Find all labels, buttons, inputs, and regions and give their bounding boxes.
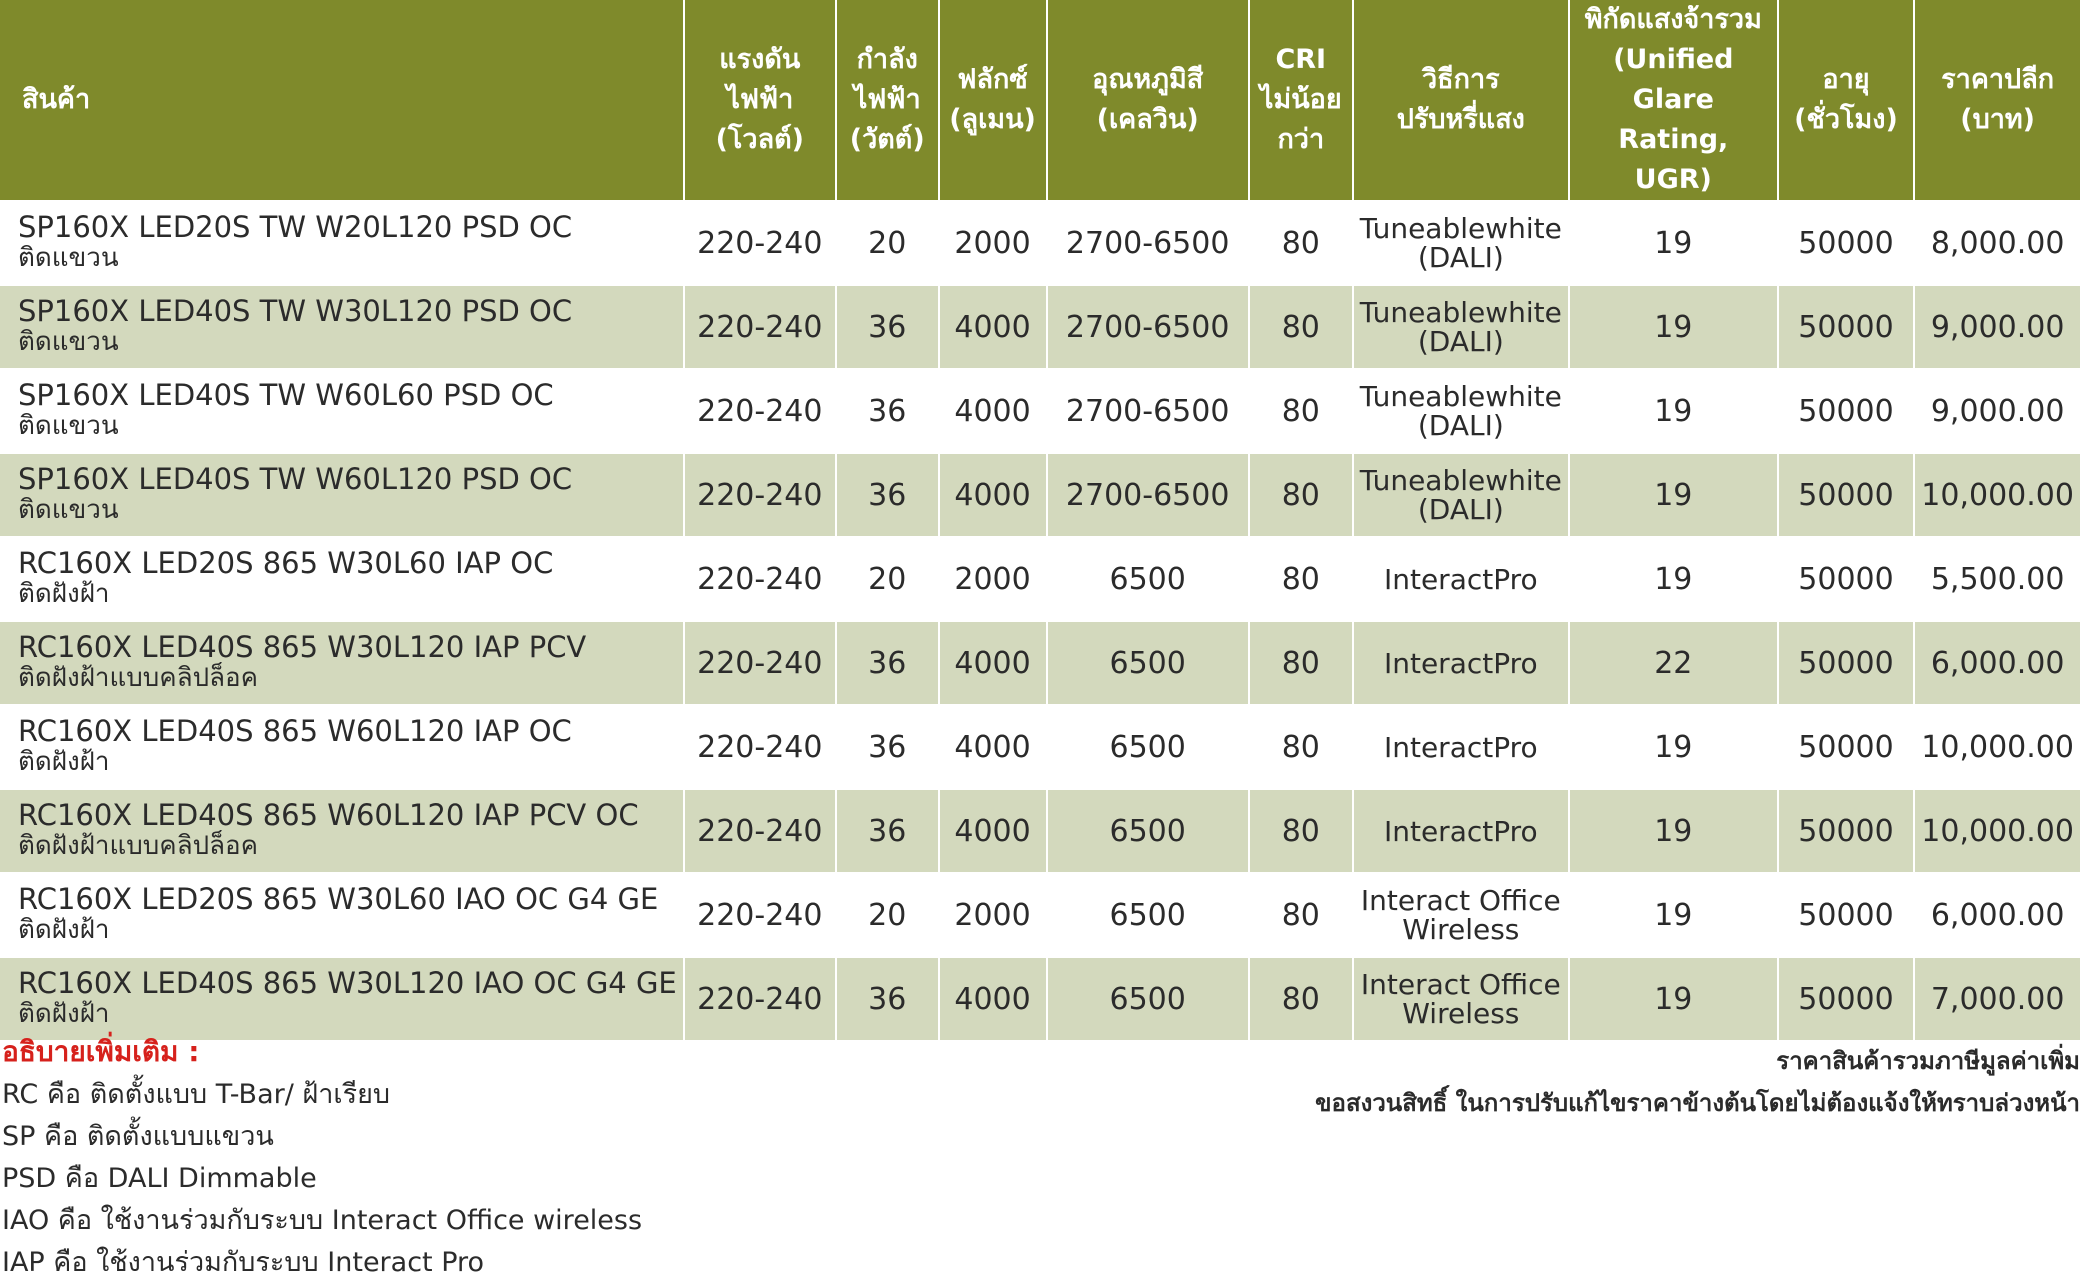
cri-cell: 80	[1250, 874, 1354, 958]
life-cell: 50000	[1779, 370, 1916, 454]
col-header-line: (Unified Glare	[1613, 44, 1734, 115]
table-row	[0, 706, 2082, 790]
cct-cell: 6500	[1048, 790, 1250, 874]
ugr-cell: 19	[1570, 958, 1779, 1042]
ugr-cell: 22	[1570, 622, 1779, 706]
product-mount: ติดฝังฝ้า	[18, 747, 110, 777]
col-header-line: กำลัง	[856, 44, 918, 75]
ugr-cell: 19	[1570, 454, 1779, 538]
vat-note: ราคาสินค้ารวมภาษีมูลค่าเพิ่ม	[1776, 1047, 2080, 1075]
product-cell	[0, 790, 685, 874]
power-cell: 36	[837, 958, 940, 1042]
product-name: SP160X LED40S TW W30L120 PSD OC	[18, 294, 573, 328]
power-cell: 36	[837, 454, 940, 538]
dimming-line: Tuneablewhite	[1359, 380, 1562, 413]
dimming-cell	[1354, 790, 1570, 874]
ugr-cell: 19	[1570, 286, 1779, 370]
voltage-cell: 220-240	[685, 370, 837, 454]
voltage-cell: 220-240	[685, 538, 837, 622]
product-cell	[0, 874, 685, 958]
dimming-cell	[1354, 622, 1570, 706]
life-cell: 50000	[1779, 706, 1916, 790]
product-mount: ติดแขวน	[18, 327, 119, 357]
table-row	[0, 202, 2082, 286]
dimming-cell	[1354, 958, 1570, 1042]
price-cell: 10,000.00	[1915, 454, 2082, 538]
flux-cell: 4000	[940, 286, 1048, 370]
table-row	[0, 538, 2082, 622]
product-mount: ติดฝังฝ้า	[18, 999, 110, 1029]
dimming-line: InteractPro	[1383, 814, 1538, 848]
notes-section	[2, 1030, 642, 1284]
col-header-line: กว่า	[1277, 124, 1325, 155]
cct-cell: 2700-6500	[1048, 454, 1250, 538]
flux-cell: 4000	[940, 622, 1048, 706]
product-mount: ติดฝังฝ้า	[18, 915, 110, 945]
ugr-cell: 19	[1570, 538, 1779, 622]
price-cell: 10,000.00	[1915, 790, 2082, 874]
price-cell: 7,000.00	[1915, 958, 2082, 1042]
price-cell: 9,000.00	[1915, 286, 2082, 370]
dimming-line: (DALI)	[1417, 325, 1504, 358]
col-header-line: (โวลต์)	[715, 124, 805, 155]
dimming-line: Tuneablewhite	[1359, 464, 1562, 497]
disclaimer	[1315, 1040, 2080, 1124]
product-cell	[0, 622, 685, 706]
product-name: RC160X LED40S 865 W30L120 IAO OC G4 GE	[18, 966, 677, 1000]
col-header-line: Rating, UGR)	[1618, 124, 1729, 195]
flux-cell: 2000	[940, 202, 1048, 286]
col-header-line: วิธีการ	[1421, 64, 1500, 95]
product-name: RC160X LED40S 865 W60L120 IAP PCV OC	[18, 798, 639, 832]
col-header-line: ไม่น้อย	[1259, 84, 1342, 115]
flux-cell: 4000	[940, 958, 1048, 1042]
col-header-line: (วัตต์)	[849, 124, 925, 155]
cri-cell: 80	[1250, 622, 1354, 706]
dimming-line: Wireless	[1402, 997, 1520, 1030]
product-name: RC160X LED20S 865 W30L60 IAO OC G4 GE	[18, 882, 659, 916]
product-cell	[0, 538, 685, 622]
dimming-cell	[1354, 538, 1570, 622]
notes-list	[2, 1074, 642, 1284]
cri-cell: 80	[1250, 706, 1354, 790]
ugr-cell: 19	[1570, 202, 1779, 286]
table-body	[0, 202, 2082, 1042]
power-cell: 20	[837, 538, 940, 622]
col-header-line: (เคลวิน)	[1096, 104, 1199, 135]
table-row	[0, 454, 2082, 538]
col-header-line: สินค้า	[22, 84, 91, 115]
col-header-price	[1915, 0, 2082, 202]
col-header-product	[0, 0, 685, 202]
product-cell	[0, 286, 685, 370]
voltage-cell: 220-240	[685, 454, 837, 538]
cri-cell: 80	[1250, 286, 1354, 370]
cct-cell: 6500	[1048, 874, 1250, 958]
flux-cell: 4000	[940, 790, 1048, 874]
price-cell: 9,000.00	[1915, 370, 2082, 454]
cri-cell: 80	[1250, 790, 1354, 874]
cct-cell: 6500	[1048, 958, 1250, 1042]
dimming-cell	[1354, 706, 1570, 790]
voltage-cell: 220-240	[685, 706, 837, 790]
voltage-cell: 220-240	[685, 790, 837, 874]
power-cell: 20	[837, 202, 940, 286]
dimming-line: Interact Office	[1360, 884, 1561, 917]
ugr-cell: 19	[1570, 706, 1779, 790]
col-header-cct	[1048, 0, 1250, 202]
col-header-line: ไฟฟ้า	[726, 84, 794, 115]
col-header-power	[837, 0, 940, 202]
col-header-voltage	[685, 0, 837, 202]
col-header-line: ราคาปลีก	[1941, 64, 2055, 95]
cri-cell: 80	[1250, 958, 1354, 1042]
note-line: PSD คือ DALI Dimmable	[2, 1163, 317, 1194]
power-cell: 36	[837, 790, 940, 874]
voltage-cell: 220-240	[685, 202, 837, 286]
ugr-cell: 19	[1570, 874, 1779, 958]
col-header-line: พิกัดแสงจ้ารวม	[1584, 4, 1762, 35]
dimming-cell	[1354, 874, 1570, 958]
col-header-line: (ลูเมน)	[949, 104, 1036, 135]
product-name: RC160X LED40S 865 W60L120 IAP OC	[18, 714, 572, 748]
power-cell: 36	[837, 370, 940, 454]
voltage-cell: 220-240	[685, 622, 837, 706]
power-cell: 36	[837, 622, 940, 706]
price-cell: 6,000.00	[1915, 622, 2082, 706]
ugr-cell: 19	[1570, 370, 1779, 454]
product-mount: ติดแขวน	[18, 243, 119, 273]
cct-cell: 2700-6500	[1048, 286, 1250, 370]
note-line: SP คือ ติดตั้งแบบแขวน	[2, 1121, 274, 1152]
product-cell	[0, 706, 685, 790]
note-line: IAO คือ ใช้งานร่วมกับระบบ Interact Office wireless	[2, 1205, 643, 1236]
dimming-cell	[1354, 286, 1570, 370]
col-header-line: (ชั่วโมง)	[1794, 104, 1898, 135]
life-cell: 50000	[1779, 538, 1916, 622]
product-cell	[0, 370, 685, 454]
cct-cell: 6500	[1048, 538, 1250, 622]
ugr-cell: 19	[1570, 790, 1779, 874]
col-header-line: ไฟฟ้า	[853, 84, 921, 115]
life-cell: 50000	[1779, 202, 1916, 286]
dimming-line: InteractPro	[1383, 730, 1538, 764]
product-name: RC160X LED20S 865 W30L60 IAP OC	[18, 546, 554, 580]
product-mount: ติดแขวน	[18, 495, 119, 525]
life-cell: 50000	[1779, 286, 1916, 370]
voltage-cell: 220-240	[685, 958, 837, 1042]
product-mount: ติดฝังฝ้าแบบคลิปล็อค	[18, 831, 259, 861]
cct-cell: 6500	[1048, 706, 1250, 790]
cct-cell: 2700-6500	[1048, 370, 1250, 454]
product-name: SP160X LED40S TW W60L60 PSD OC	[18, 378, 554, 412]
cct-cell: 6500	[1048, 622, 1250, 706]
voltage-cell: 220-240	[685, 874, 837, 958]
life-cell: 50000	[1779, 790, 1916, 874]
cri-cell: 80	[1250, 202, 1354, 286]
col-header-line: CRI	[1275, 44, 1327, 75]
power-cell: 36	[837, 286, 940, 370]
product-name: SP160X LED40S TW W60L120 PSD OC	[18, 462, 573, 496]
price-cell: 5,500.00	[1915, 538, 2082, 622]
dimming-line: (DALI)	[1417, 493, 1504, 526]
col-header-ugr	[1570, 0, 1779, 202]
product-mount: ติดแขวน	[18, 411, 119, 441]
col-header-line: ปรับหรี่แสง	[1396, 104, 1525, 135]
life-cell: 50000	[1779, 622, 1916, 706]
dimming-line: (DALI)	[1417, 241, 1504, 274]
col-header-dimming	[1354, 0, 1570, 202]
price-cell: 10,000.00	[1915, 706, 2082, 790]
product-cell	[0, 454, 685, 538]
col-header-flux	[940, 0, 1048, 202]
col-header-line: อายุ	[1822, 64, 1870, 95]
dimming-line: InteractPro	[1383, 562, 1538, 596]
cct-cell: 2700-6500	[1048, 202, 1250, 286]
table-row	[0, 370, 2082, 454]
power-cell: 36	[837, 706, 940, 790]
note-line: IAP คือ ใช้งานร่วมกับระบบ Interact Pro	[2, 1247, 485, 1278]
cri-cell: 80	[1250, 538, 1354, 622]
col-header-life	[1779, 0, 1916, 202]
col-header-line: ฟลักซ์	[957, 64, 1028, 95]
product-name: SP160X LED20S TW W20L120 PSD OC	[18, 210, 573, 244]
col-header-cri	[1250, 0, 1354, 202]
flux-cell: 4000	[940, 370, 1048, 454]
notes-title: อธิบายเพิ่มเติม :	[2, 1035, 200, 1068]
product-mount: ติดฝังฝ้าแบบคลิปล็อค	[18, 663, 259, 693]
product-mount: ติดฝังฝ้า	[18, 579, 110, 609]
life-cell: 50000	[1779, 874, 1916, 958]
dimming-cell	[1354, 202, 1570, 286]
flux-cell: 4000	[940, 454, 1048, 538]
cri-cell: 80	[1250, 454, 1354, 538]
table-row	[0, 790, 2082, 874]
table-row	[0, 286, 2082, 370]
flux-cell: 2000	[940, 874, 1048, 958]
col-header-line: แรงดัน	[719, 44, 801, 75]
price-cell: 6,000.00	[1915, 874, 2082, 958]
voltage-cell: 220-240	[685, 286, 837, 370]
col-header-line: (บาท)	[1960, 104, 2036, 135]
dimming-line: (DALI)	[1417, 409, 1504, 442]
flux-cell: 4000	[940, 706, 1048, 790]
cri-cell: 80	[1250, 370, 1354, 454]
dimming-line: Tuneablewhite	[1359, 296, 1562, 329]
life-cell: 50000	[1779, 958, 1916, 1042]
table-header-row	[0, 0, 2082, 202]
table-row	[0, 874, 2082, 958]
dimming-cell	[1354, 454, 1570, 538]
price-cell: 8,000.00	[1915, 202, 2082, 286]
flux-cell: 2000	[940, 538, 1048, 622]
product-name: RC160X LED40S 865 W30L120 IAP PCV	[18, 630, 587, 664]
table-row	[0, 622, 2082, 706]
product-cell	[0, 202, 685, 286]
dimming-line: Wireless	[1402, 913, 1520, 946]
dimming-cell	[1354, 370, 1570, 454]
dimming-line: Tuneablewhite	[1359, 212, 1562, 245]
power-cell: 20	[837, 874, 940, 958]
rights-note: ขอสงวนสิทธิ์ ในการปรับแก้ไขราคาข้างต้นโดยไม่ต้องแจ้งให้ทราบล่วงหน้า	[1315, 1089, 2080, 1117]
dimming-line: Interact Office	[1360, 968, 1561, 1001]
life-cell: 50000	[1779, 454, 1916, 538]
note-line: RC คือ ติดตั้งแบบ T-Bar/ ฝ้าเรียบ	[2, 1079, 391, 1110]
dimming-line: InteractPro	[1383, 646, 1538, 680]
col-header-line: อุณหภูมิสี	[1092, 64, 1204, 95]
